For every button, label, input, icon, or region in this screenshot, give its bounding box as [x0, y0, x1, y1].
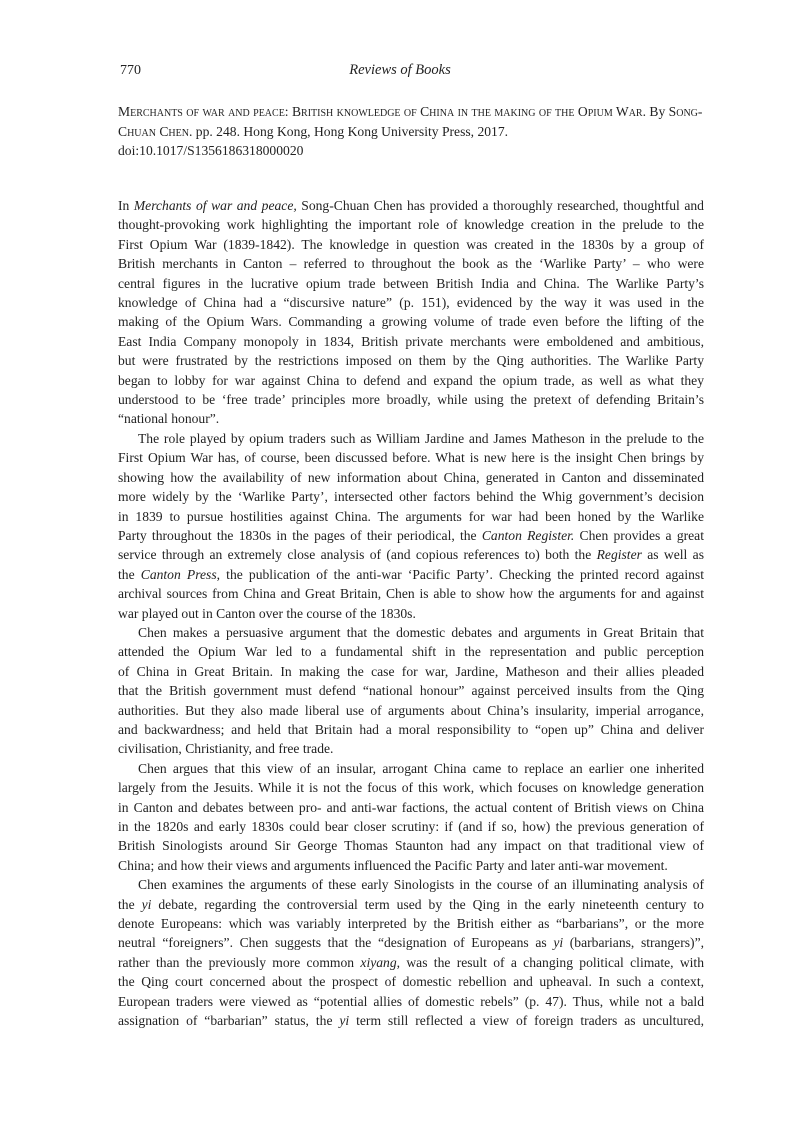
text: In [118, 198, 134, 213]
text: rather than the previously more common [118, 954, 361, 970]
text: authorities. But they also made liberal use of arguments about China’s insularity, imperial arrogance, [118, 702, 704, 718]
text-line [118, 429, 704, 448]
text-line [118, 507, 704, 526]
text: debate, regarding the controversial term used by the Qing in the early nineteenth century to [151, 896, 704, 912]
running-head: Reviews of Books [349, 62, 451, 78]
text-line [118, 448, 704, 467]
text: of China in Great Britain. In making the case for war, Jardine, Matheson and their allies pleaded [118, 663, 704, 679]
italic-text: Merchants of war and peace, [133, 198, 297, 213]
text: Chen examines the arguments of these early Sinologists in the course of an illuminating analysis of [138, 877, 704, 893]
text-line [118, 390, 704, 409]
text: service through an extremely close analysis of (and copious references to) both the [118, 547, 597, 563]
text-line [118, 604, 704, 623]
text: assignation of “barbarian” status, the [118, 1013, 340, 1029]
paragraph [118, 196, 704, 429]
text: began to lobby for war against China to defend and expand the opium trade, as well as what they [118, 372, 704, 388]
italic-text: yi [141, 896, 152, 912]
text: war played out in Canton over the course of the 1830s. [118, 605, 416, 621]
text-line [118, 487, 704, 506]
book-details: . pp. 248. Hong Kong, Hong Kong University Press, 2017. [188, 123, 509, 139]
text: understood to be ‘free trade’ principles more broadly, while using the pretext of defending Britain’s [118, 392, 704, 408]
italic-text: yi [339, 1013, 350, 1029]
text-line [118, 293, 704, 312]
text-line [118, 778, 704, 797]
text: The role played by opium traders such as William Jardine and James Matheson in the prelude to the [138, 430, 704, 446]
page-number: 770 [120, 63, 141, 78]
text-line [118, 409, 704, 428]
text: term still reflected a view of foreign traders as uncultured, [349, 1013, 704, 1029]
text-line [118, 215, 704, 234]
text: archival sources from China and Great Britain, Chen is able to show how the arguments for and against [118, 586, 704, 602]
text: in Canton and debates between pro- and anti-war factions, the actual content of British views on China [118, 799, 704, 815]
text-line [118, 759, 704, 778]
text-line [118, 526, 704, 545]
text-line [118, 371, 704, 390]
text: Song-Chuan Chen has provided a thoroughly researched, thoughtful and [296, 198, 704, 213]
text: Party throughout the 1830s in the pages of their periodical, the [118, 527, 482, 543]
paragraph [118, 759, 704, 875]
text: largely from the Jesuits. While it is not the focus of this work, which focuses on knowledge generation [118, 780, 704, 796]
text-line [118, 836, 704, 855]
text-line [118, 584, 704, 603]
text-line [118, 720, 704, 739]
text: , the publication of the anti-war ‘Pacific Party’. Checking the printed record against [216, 566, 704, 582]
text-line [118, 332, 704, 351]
text: British merchants in Canton – referred to throughout the book as the ‘Warlike Party’ – who were [118, 256, 704, 272]
review-body [118, 196, 704, 1030]
text: East India Company monopoly in 1834, British private merchants were emboldened and ambitious, [118, 333, 704, 349]
text: thought-provoking work highlighting the important role of knowledge creation in the prelude to the [118, 217, 704, 233]
text-line [118, 565, 704, 584]
text: First Opium War (1839-1842). The knowledge in question was created in the 1830s by a group of [118, 236, 704, 252]
text-line [118, 468, 704, 487]
book-author: Song-Chuan Chen [118, 104, 703, 139]
text: , was the result of a changing political climate, with [396, 954, 704, 970]
text-line [118, 274, 704, 293]
text: making of the Opium Wars. Commanding a growing volume of trade even before the lifting of the [118, 314, 704, 330]
text: more widely by the ‘Warlike Party’, intersected other factors behind the Whig government’s decision [118, 489, 704, 505]
text: neutral “foreigners”. Chen suggests that the “designation of Europeans as [118, 935, 554, 951]
italic-text: Canton Press [140, 566, 217, 582]
text-line [118, 254, 704, 273]
text-line [118, 312, 704, 331]
text-line [118, 856, 704, 875]
text-line [118, 972, 704, 991]
text: the Qing court concerned about the prospect of domestic rebellion and upheaval. In such a context, [118, 974, 704, 990]
text-line [118, 662, 704, 681]
text: Chen makes a persuasive argument that the domestic debates and arguments in Great Britain that [138, 624, 704, 640]
text-line [118, 235, 704, 254]
text: British Sinologists around Sir George Thomas Staunton had any impact on that traditional view of [118, 838, 704, 854]
text: Chen provides a great [574, 527, 704, 543]
text-line [118, 196, 704, 215]
text-line [118, 1011, 704, 1030]
text-line [118, 875, 704, 894]
text: and backwardness; and held that Britain had a moral responsibility to “open up” China and deliver [118, 721, 704, 737]
text-line [118, 623, 704, 642]
doi[interactable]: doi:10.1017/S1356186318000020 [118, 143, 304, 159]
text-line [118, 545, 704, 564]
text: the [118, 566, 141, 582]
paragraph [118, 623, 704, 759]
text-line [118, 701, 704, 720]
text: that the British government must defend “national honour” against perceived insults from the Qing [118, 683, 704, 699]
text: First Opium War has, of course, been discussed before. What is new here is the insight Chen brings by [118, 450, 704, 466]
text: civilisation, Christianity, and free trade. [118, 741, 334, 757]
text: as well as [641, 547, 704, 563]
text: Chen argues that this view of an insular, arrogant China came to replace an earlier one inherited [138, 760, 704, 776]
paragraph [118, 875, 704, 1030]
text-line [118, 992, 704, 1011]
text: China; and how their views and arguments influenced the Pacific Party and later anti-war movement. [118, 857, 668, 873]
text-line [118, 953, 704, 972]
text-line [118, 798, 704, 817]
text-line [118, 739, 704, 758]
text: in the 1820s and early 1830s could bear closer scrutiny: if (and if so, how) the previous generation of [118, 819, 704, 834]
text: in 1839 to pursue hostilities against China. The arguments for war had been honed by the Warlike [118, 508, 704, 524]
text-line [118, 933, 704, 952]
text: (barbarians, strangers)”, [563, 935, 704, 951]
book-title: Merchants of war and peace: British knowledge of China in the making of the Opium War. [118, 104, 646, 119]
italic-text: yi [553, 935, 564, 951]
text-line [118, 817, 704, 836]
text: the [118, 896, 142, 912]
text-line [118, 642, 704, 661]
text-line [118, 895, 704, 914]
text: attended the Opium War led to a fundamental shift in the representation and public perception [118, 644, 704, 660]
text-line [118, 351, 704, 370]
text: “national honour”. [118, 411, 220, 427]
text: showing how the availability of new information about China, generated in Canton and disseminated [118, 469, 704, 485]
paragraph [118, 429, 704, 623]
by-label: By [646, 104, 666, 119]
text: denote Europeans: which was variably interpreted by the British either as “barbarians”, or the more [118, 916, 704, 932]
italic-text: Canton Register. [481, 527, 575, 543]
text-line [118, 914, 704, 933]
book-citation [118, 102, 704, 161]
text: central figures in the lucrative opium trade between British India and China. The Warlike Party’s [118, 275, 704, 291]
italic-text: Register [596, 547, 642, 563]
italic-text: xiyang [360, 954, 397, 970]
text-line [118, 681, 704, 700]
text: European traders were viewed as “potential allies of domestic rebels” (p. 47). Thus, while not a bald [118, 993, 704, 1009]
text: knowledge of China had a “discursive nature” (p. 151), evidenced by the way it was used in the [118, 295, 704, 311]
text: but were frustrated by the restrictions imposed on them by the Qing authorities. The Warlike Party [118, 353, 704, 369]
